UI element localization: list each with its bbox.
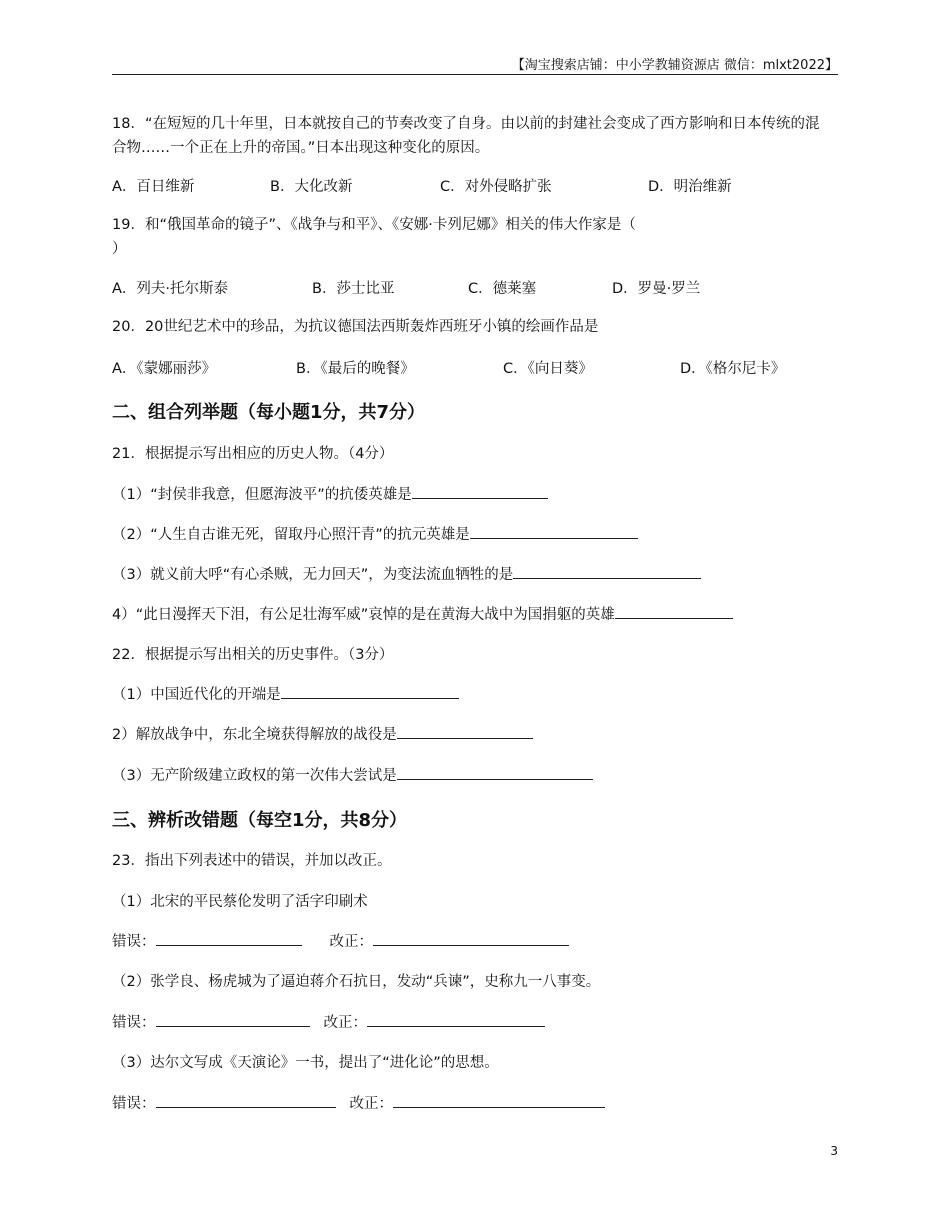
answer-blank[interactable]	[615, 604, 733, 619]
q23-item-3: （3）达尔文写成《天演论》一书，提出了“进化论”的思想。	[112, 1055, 499, 1071]
q19-option-a: A．列夫·托尔斯泰	[112, 281, 229, 297]
question-23: 23．指出下列表述中的错误，并加以改正。	[112, 853, 392, 869]
question-22: 22．根据提示写出相关的历史事件。（3分）	[112, 647, 394, 663]
q18-option-d: D．明治维新	[648, 179, 732, 195]
q22-item-3: （3）无产阶级建立政权的第一次伟大尝试是	[112, 765, 593, 787]
q23-item-2: （2）张学良、杨虎城为了逼迫蒋介石抗日，发动“兵谏”，史称九一八事变。	[112, 974, 601, 990]
correction-blank[interactable]	[367, 1012, 545, 1027]
answer-blank[interactable]	[397, 765, 593, 780]
answer-blank[interactable]	[470, 524, 638, 539]
q20-option-d: D．《格尔尼卡》	[680, 361, 786, 377]
q20-option-b: B．《最后的晚餐》	[296, 361, 415, 377]
header-rule	[112, 74, 838, 75]
q19-option-c: C．德莱塞	[468, 281, 537, 297]
question-19-bracket: ）	[112, 241, 127, 257]
question-21: 21．根据提示写出相应的历史人物。（4分）	[112, 446, 394, 462]
section-2-title: 二、组合列举题（每小题1分，共7分）	[112, 402, 426, 423]
page-header: 【淘宝搜索店铺：中小学教辅资源店 微信：mlxt2022】	[511, 58, 838, 73]
correction-blank[interactable]	[393, 1093, 605, 1108]
question-19: 19．和“俄国革命的镜子”、《战争与和平》、《安娜·卡列尼娜》相关的伟大作家是（	[112, 217, 636, 233]
section-3-title: 三、辨析改错题（每空1分，共8分）	[112, 810, 408, 831]
correction-blank[interactable]	[373, 931, 569, 946]
error-blank[interactable]	[156, 1012, 310, 1027]
q20-option-a: A．《蒙娜丽莎》	[112, 361, 217, 377]
q21-item-4: 4）“此日漫挥天下泪，有公足壮海军威”哀悼的是在黄海大战中为国捐躯的英雄	[112, 604, 733, 626]
error-blank[interactable]	[156, 931, 302, 946]
question-20: 20．20世纪艺术中的珍品，为抗议德国法西斯轰炸西班牙小镇的绘画作品是	[112, 319, 599, 335]
q19-option-b: B．莎士比亚	[312, 281, 395, 297]
answer-blank[interactable]	[281, 684, 459, 699]
answer-blank[interactable]	[412, 484, 548, 499]
q18-option-c: C．对外侵略扩张	[440, 179, 552, 195]
q22-item-2: 2）解放战争中，东北全境获得解放的战役是	[112, 724, 533, 746]
q22-item-1: （1）中国近代化的开端是	[112, 684, 459, 706]
q23-item-1: （1）北宋的平民蔡伦发明了活字印刷术	[112, 894, 368, 910]
q23-item-1-answers: 错误： 改正：	[112, 931, 569, 953]
q23-item-2-answers: 错误： 改正：	[112, 1012, 545, 1034]
q21-item-2: （2）“人生自古谁无死，留取丹心照汗青”的抗元英雄是	[112, 524, 638, 546]
q23-item-3-answers: 错误： 改正：	[112, 1093, 605, 1115]
answer-blank[interactable]	[397, 724, 533, 739]
page-number: 3	[830, 1144, 838, 1158]
q18-option-a: A．百日维新	[112, 179, 195, 195]
q21-item-3: （3）就义前大呼“有心杀贼，无力回天”，为变法流血牺牲的是	[112, 564, 701, 586]
q18-option-b: B．大化改新	[270, 179, 353, 195]
q20-option-c: C．《向日葵》	[503, 361, 593, 377]
error-blank[interactable]	[156, 1093, 336, 1108]
question-18: 18．“在短短的几十年里，日本就按自己的节奏改变了自身。由以前的封建社会变成了西方影响和日本传统的混合物……一个正在上升的帝国。”日本出现这种变化的原因。	[112, 116, 820, 156]
answer-blank[interactable]	[513, 564, 701, 579]
q19-option-d: D．罗曼·罗兰	[612, 281, 701, 297]
q21-item-1: （1）“封侯非我意，但愿海波平”的抗倭英雄是	[112, 484, 548, 506]
